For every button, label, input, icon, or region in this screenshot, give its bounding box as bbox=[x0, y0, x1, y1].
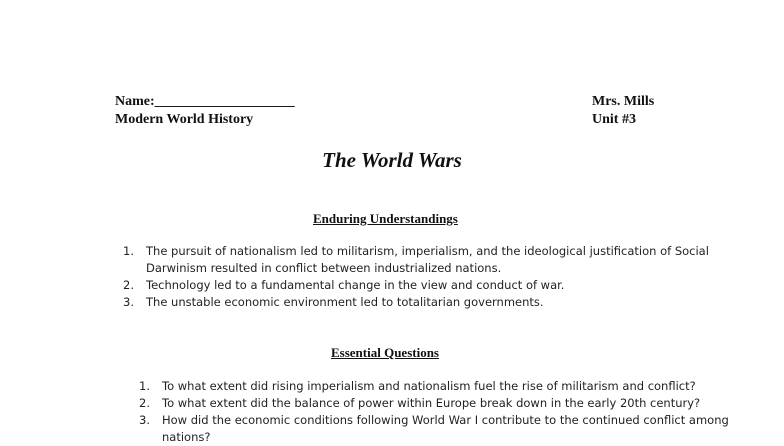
list-item bbox=[139, 395, 739, 412]
enduring-understandings-heading: Enduring Understandings bbox=[313, 211, 458, 226]
course-title: Modern World History bbox=[115, 112, 254, 127]
item-text: To what extent did rising imperialism and nationalism fuel the rise of militarism and conflict? bbox=[162, 379, 696, 393]
item-number: 2. bbox=[139, 396, 150, 410]
list-item bbox=[123, 277, 723, 294]
list-item bbox=[123, 294, 723, 311]
item-text: Technology led to a fundamental change in the view and conduct of war. bbox=[146, 278, 565, 292]
item-number: 3. bbox=[139, 413, 150, 427]
list-item bbox=[123, 243, 723, 277]
item-number: 3. bbox=[123, 295, 134, 309]
item-text: The pursuit of nationalism led to militarism, imperialism, and the ideological justification of Social Darwinism resulted in conflict between industrialized nations. bbox=[146, 244, 709, 275]
unit-number: Unit #3 bbox=[592, 112, 636, 127]
essential-questions-list bbox=[139, 378, 739, 446]
item-number: 1. bbox=[139, 379, 150, 393]
teacher-name: Mrs. Mills bbox=[592, 94, 655, 109]
item-number: 1. bbox=[123, 244, 134, 258]
item-text: To what extent did the balance of power within Europe break down in the early 20th century? bbox=[162, 396, 701, 410]
essential-questions-heading: Essential Questions bbox=[331, 345, 439, 360]
item-text: The unstable economic environment led to totalitarian governments. bbox=[146, 295, 544, 309]
item-number: 2. bbox=[123, 278, 134, 292]
name-field-label: Name:____________________ bbox=[115, 94, 295, 109]
enduring-understandings-list bbox=[123, 243, 723, 311]
item-text: How did the economic conditions following World War I contribute to the continued conflict among nations? bbox=[162, 413, 729, 444]
document-title: The World Wars bbox=[322, 148, 462, 172]
list-item bbox=[139, 378, 739, 395]
